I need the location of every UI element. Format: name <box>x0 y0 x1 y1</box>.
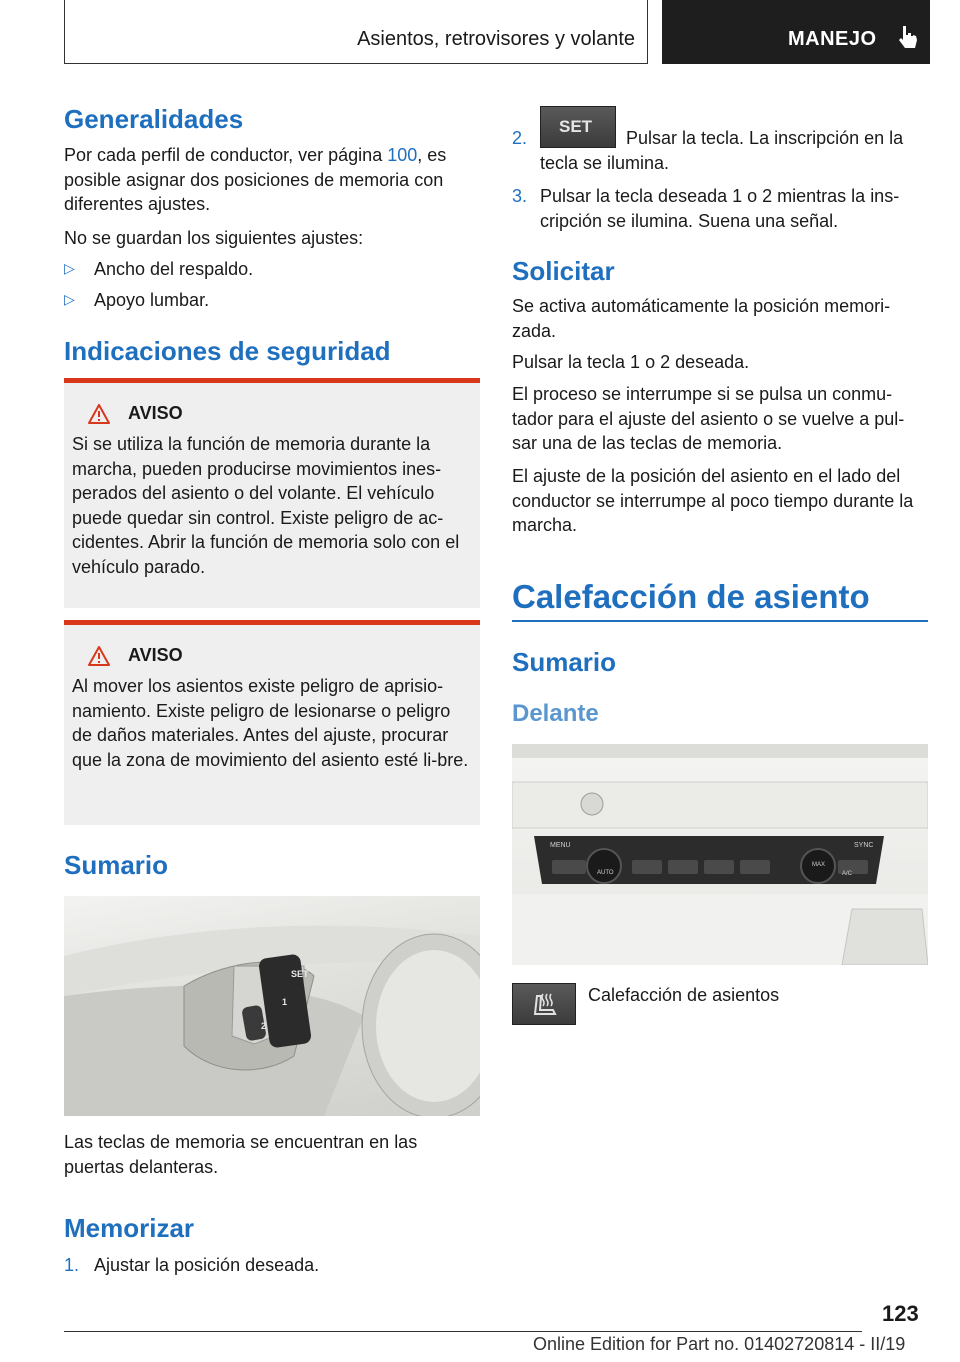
warning-triangle-icon <box>88 646 110 666</box>
door-set-label: SET <box>291 969 309 979</box>
warning-triangle-icon <box>88 404 110 424</box>
climate-menu-label: MENU <box>550 842 571 849</box>
step-number: 3. <box>512 186 528 206</box>
request-paragraph: Se activa automáticamente la posición memori-zada. <box>512 296 891 341</box>
list-item: ▷ Ancho del respaldo. <box>64 259 254 279</box>
request-heading: Solicitar <box>512 256 615 286</box>
list-item <box>512 184 928 234</box>
heating-heading: Calefacción de asiento <box>512 578 870 615</box>
general-paragraph: Por cada perfil de conductor, ver página 100, es posible asignar dos posiciones de memoria con diferentes ajustes. <box>64 145 447 214</box>
list-item <box>512 106 928 178</box>
climate-ac-label: A/C <box>842 871 853 877</box>
door-memory-buttons-photo <box>64 896 480 1116</box>
footer-edition: Online Edition for Part no. 01402720814 - II/19 <box>533 1334 906 1354</box>
page-link[interactable]: 100 <box>387 145 418 165</box>
list-item: ▷ Apoyo lumbar. <box>64 290 210 310</box>
heating-summary-heading: Sumario <box>512 647 617 677</box>
door-memory-1-label: 1 <box>282 997 288 1007</box>
set-key-icon: SET <box>540 106 616 148</box>
heading-rule <box>512 620 928 622</box>
door-caption: Las teclas de memoria se encuentran en las puertas delanteras. <box>64 1132 418 1177</box>
header-section-title: Asientos, retrovisores y volante <box>357 28 635 50</box>
seat-heating-icon <box>512 983 576 1025</box>
climate-sync-label: SYNC <box>854 842 874 849</box>
list-item <box>64 1253 480 1277</box>
hand-pointer-icon <box>896 24 920 50</box>
door-memory-2-label: 2 <box>261 1021 267 1031</box>
step-text: Pulsar la tecla deseada 1 o 2 mientras la ins-cripción se ilumina. Suena una señal. <box>540 186 900 231</box>
climate-max-label: MAX <box>812 862 826 868</box>
heating-icon-caption: Calefacción de asientos <box>588 985 780 1005</box>
triangle-bullet-icon: ▷ <box>64 260 75 276</box>
warning-box <box>64 620 480 825</box>
door-illustration <box>64 896 480 1116</box>
front-subheading: Delante <box>512 700 599 727</box>
step-number: 1. <box>64 1255 80 1275</box>
request-paragraph: El ajuste de la posición del asiento en el lado del conductor se interrumpe al poco tiempo durante la marcha. <box>512 466 914 535</box>
footer-rule <box>64 1331 862 1332</box>
summary-heading: Sumario <box>64 850 169 880</box>
step-text: Pulsar la tecla. La inscripción en la tecla se ilumina. <box>540 128 904 173</box>
warning-text: Al mover los asientos existe peligro de aprisio-namiento. Existe peligro de lesionarse o peligro de daños materiales. Antes del ajuste, procurar que la zona de movimiento del asiento esté li-bre. <box>72 676 469 770</box>
general-heading: Generalidades <box>64 104 244 134</box>
warning-box <box>64 378 480 608</box>
warning-text: Si se utiliza la función de memoria durante la marcha, pueden producirse movimientos ines-perados del asiento o del volante. El vehículo puede quedar sin control. Existe peligro de ac-cidentes. Abrir la función de memoria solo con el vehículo parado. <box>72 434 460 577</box>
general-paragraph-2: No se guardan los siguientes ajustes: <box>64 228 364 248</box>
request-paragraph: Pulsar la tecla 1 o 2 deseada. <box>512 352 750 372</box>
climate-auto-label: AUTO <box>597 870 614 876</box>
request-paragraph: El proceso se interrumpe si se pulsa un conmu-tador para el ajuste del asiento o se vuelve a pul-sar una de las teclas de memoria. <box>512 384 905 453</box>
climate-control-panel-photo <box>512 744 928 965</box>
step-text: Ajustar la posición deseada. <box>94 1255 320 1275</box>
triangle-bullet-icon: ▷ <box>64 291 75 307</box>
console-illustration <box>512 744 928 965</box>
header-chapter-tab[interactable] <box>662 0 930 64</box>
safety-heading: Indicaciones de seguridad <box>64 336 391 366</box>
page-number: 123 <box>882 1301 919 1326</box>
header-chapter-label: MANEJO <box>788 28 877 50</box>
warning-title: AVISO <box>88 403 472 424</box>
header-section-box <box>64 0 648 64</box>
warning-title: AVISO <box>88 645 472 666</box>
step-number: 2. <box>512 128 528 148</box>
memorize-heading: Memorizar <box>64 1213 195 1243</box>
